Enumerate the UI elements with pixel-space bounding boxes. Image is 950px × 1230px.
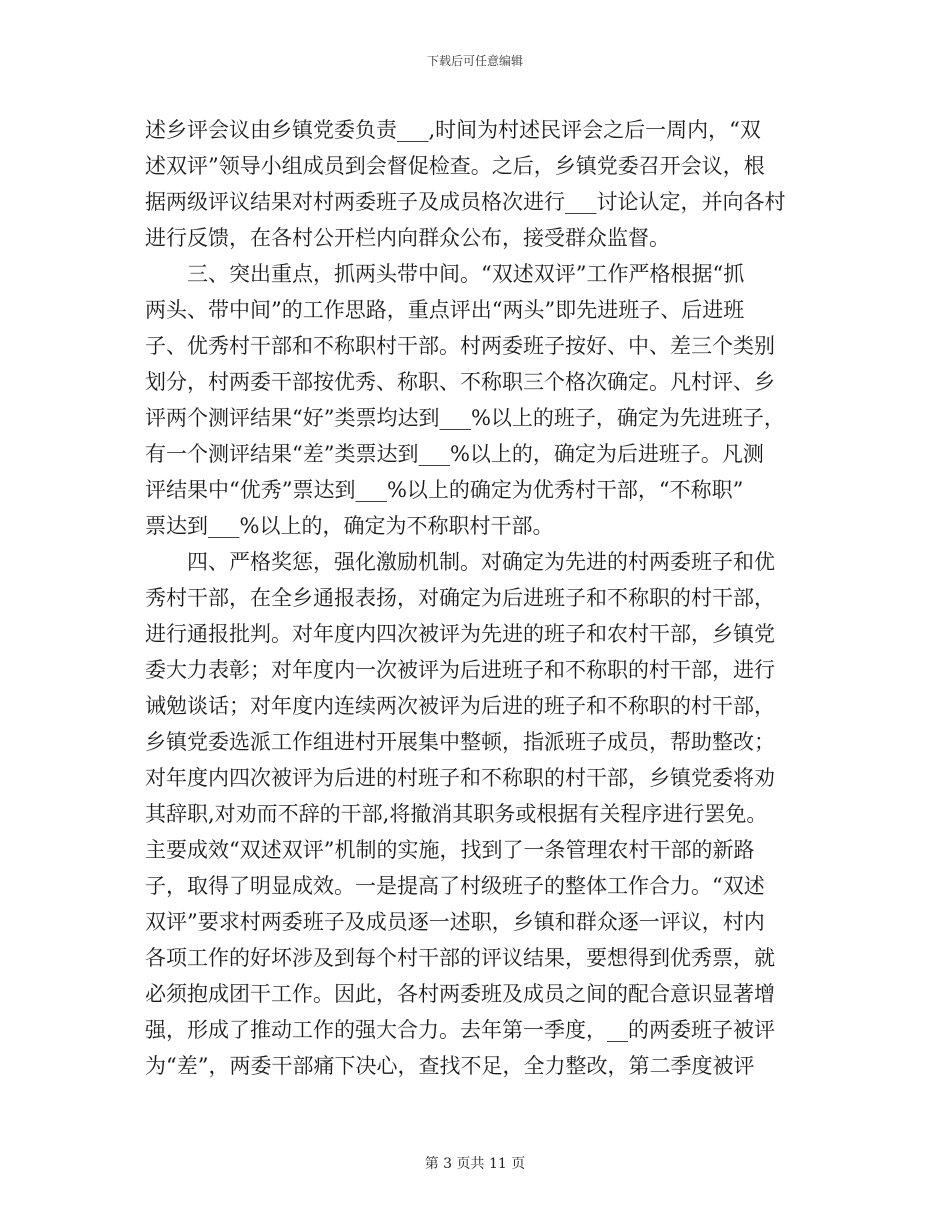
text-line: 对年度内四次被评为后进的村班子和不称职的村干部，乡镇党委将劝 [145, 766, 775, 790]
text-line: 其辞职,对劝而不辞的干部,将撤消其职务或根据有关程序进行罢免。 [145, 802, 768, 826]
text-line: 强，形成了推动工作的强大合力。去年第一季度，__的两委班子被评 [145, 1018, 775, 1042]
text-line: 述双评”领导小组成员到会督促检查。之后，乡镇党委召开会议，根 [145, 154, 765, 178]
page-header: 下载后可任意编辑 [426, 54, 523, 68]
text-line: 票达到___%以上的，确定为不称职村干部。 [145, 514, 554, 538]
text-line: 进行反馈，在各村公开栏内向群众公布，接受群众监督。 [145, 226, 670, 250]
text-line: 子，取得了明显成效。一是提高了村级班子的整体工作合力。“双述 [145, 874, 765, 898]
text-line: 两头、带中间”的工作思路，重点评出“两头”即先进班子、后进班 [145, 298, 745, 322]
text-line: 各项工作的好坏涉及到每个村干部的评议结果，要想得到优秀票，就 [145, 946, 775, 970]
text-line: 评两个测评结果“好”类票均达到___%以上的班子，确定为先进班子， [145, 406, 785, 430]
text-line: 评结果中“优秀”票达到___%以上的确定为优秀村干部，“不称职” [145, 478, 744, 502]
text-line: 子、优秀村干部和不称职村干部。村两委班子按好、中、差三个类别 [145, 334, 775, 358]
text-line: 三、突出重点，抓两头带中间。“双述双评”工作严格根据“抓 [145, 262, 745, 286]
page-number-footer: 第 3 页共 11 页 [424, 1156, 526, 1172]
text-line: 乡镇党委选派工作组进村开展集中整顿，指派班子成员，帮助整改； [145, 730, 775, 754]
text-line: 双评”要求村两委班子及成员逐一述职，乡镇和群众逐一评议，村内 [145, 910, 765, 934]
text-line: 秀村干部，在全乡通报表扬，对确定为后进班子和不称职的村干部， [145, 586, 775, 610]
text-line: 主要成效“双述双评”机制的实施，找到了一条管理农村干部的新路 [145, 838, 755, 862]
text-line: 述乡评会议由乡镇党委负责___,时间为村述民评会之后一周内，“双 [145, 118, 761, 142]
text-line: 诫勉谈话；对年度内连续两次被评为后进的班子和不称职的村干部， [145, 694, 775, 718]
text-line: 委大力表彰；对年度内一次被评为后进班子和不称职的村干部，进行 [145, 658, 775, 682]
document-body [145, 112, 805, 1084]
text-line: 进行通报批判。对年度内四次被评为先进的班子和农村干部，乡镇党 [145, 622, 775, 646]
text-line: 必须抱成团干工作。因此，各村两委班及成员之间的配合意识显著增 [145, 982, 775, 1006]
text-line: 有一个测评结果“差”类票达到___%以上的，确定为后进班子。凡测 [145, 442, 764, 466]
text-line: 据两级评议结果对村两委班子及成员格次进行___讨论认定，并向各村 [145, 190, 786, 214]
text-line: 划分，村两委干部按优秀、称职、不称职三个格次确定。凡村评、乡 [145, 370, 775, 394]
text-line: 为“差”，两委干部痛下决心，查找不足，全力整改，第二季度被评 [145, 1054, 755, 1078]
text-line: 四、严格奖惩，强化激励机制。对确定为先进的村两委班子和优 [145, 550, 775, 574]
